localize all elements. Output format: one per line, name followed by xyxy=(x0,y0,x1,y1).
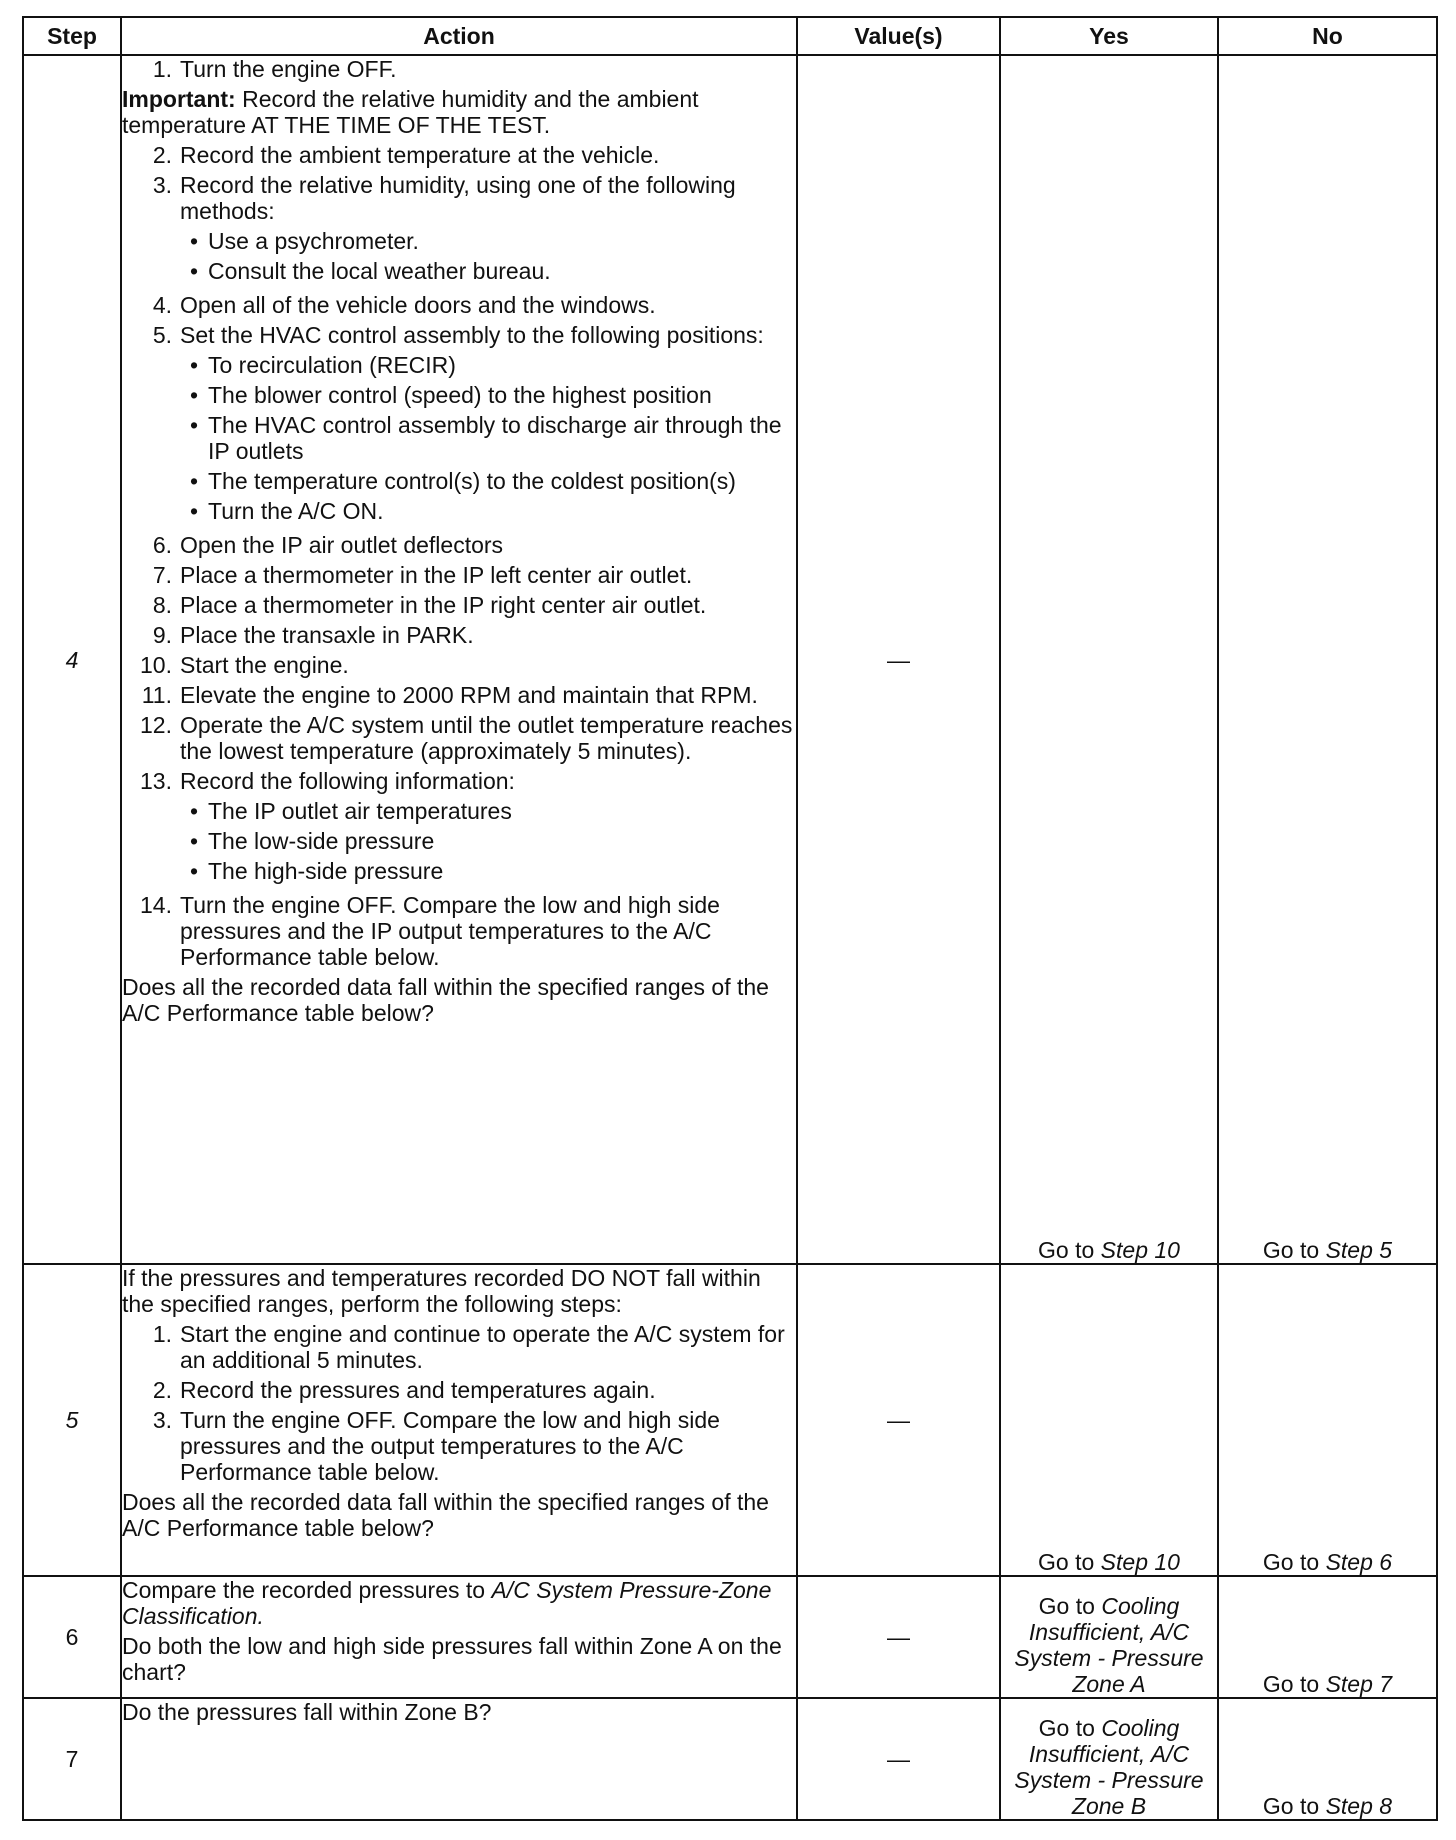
yes-cell[interactable] xyxy=(1000,1698,1218,1820)
list-item: 1. Start the engine and continue to operate the A/C system for an additional 5 minutes. xyxy=(152,1321,785,1373)
header-yes: Yes xyxy=(1000,17,1218,55)
list-item: 13. Record the following information: • The IP outlet air temperatures • The low-side pressure • The high-side pressure xyxy=(122,768,796,888)
yes-cell[interactable] xyxy=(1000,55,1218,1264)
no-cell[interactable] xyxy=(1218,55,1437,1264)
yes-cell[interactable] xyxy=(1000,1264,1218,1576)
intro-text: If the pressures and temperatures recorded DO NOT fall within the specified ranges, perform the following steps: xyxy=(122,1265,761,1317)
bullet-item: • The low-side pressure xyxy=(189,828,435,854)
diagnostic-table xyxy=(22,16,1438,1821)
header-row xyxy=(23,17,1437,55)
header-action: Action xyxy=(121,17,797,55)
header-step: Step xyxy=(23,17,121,55)
no-link[interactable]: Go to Step 8 xyxy=(1262,1793,1393,1819)
step-number: 7 xyxy=(23,1698,121,1820)
important-note: Important: Record the relative humidity and the ambient temperature AT THE TIME OF THE TEST. xyxy=(122,86,699,138)
reference-link[interactable]: A/C System Pressure-Zone Classification. xyxy=(122,1577,772,1629)
question-text: Do the pressures fall within Zone B? xyxy=(122,1699,492,1725)
value-cell: — xyxy=(797,1698,1000,1820)
bullet-item: • The high-side pressure xyxy=(189,858,444,884)
action-cell xyxy=(121,1576,797,1698)
action-cell xyxy=(121,1264,797,1576)
no-link[interactable]: Go to Step 6 xyxy=(1262,1549,1393,1575)
yes-link[interactable]: Go to Step 10 xyxy=(1038,1237,1180,1263)
intro-text: Compare the recorded pressures to A/C System Pressure-Zone Classification. xyxy=(122,1577,772,1629)
step-number: 6 xyxy=(23,1576,121,1698)
list-item: 10. Start the engine. xyxy=(140,652,349,678)
list-item: 6. Open the IP air outlet deflectors xyxy=(152,532,504,558)
list-item: 8. Place a thermometer in the IP right center air outlet. xyxy=(152,592,707,618)
value-cell: — xyxy=(797,1264,1000,1576)
no-cell[interactable] xyxy=(1218,1264,1437,1576)
question-text: Do both the low and high side pressures fall within Zone A on the chart? xyxy=(122,1633,782,1685)
yes-cell[interactable] xyxy=(1000,1576,1218,1698)
yes-link[interactable]: Go to Cooling Insufficient, A/C System - Pressure Zone A xyxy=(1014,1593,1204,1697)
no-cell[interactable] xyxy=(1218,1576,1437,1698)
bullet-item: • Turn the A/C ON. xyxy=(189,498,384,524)
list-item: 5. Set the HVAC control assembly to the following positions: • To recirculation (RECIR) • The blower control (speed) to the highest position • The HVAC control assembly to discharge air through the IP outlets • The temperature control(s) to the coldest position(s) • Turn the A/C ON. xyxy=(122,322,796,528)
bullet-item: • Use a psychrometer. xyxy=(189,228,419,254)
bullet-item: • The temperature control(s) to the coldest position(s) xyxy=(189,468,736,494)
table-row xyxy=(23,1576,1437,1698)
list-item: 3. Record the relative humidity, using one of the following methods: • Use a psychrometer. • Consult the local weather bureau. xyxy=(122,172,796,288)
list-item: 2. Record the pressures and temperatures again. xyxy=(152,1377,656,1403)
question-text: Does all the recorded data fall within the specified ranges of the A/C Performance table below? xyxy=(122,974,769,1026)
step-number: 5 xyxy=(23,1264,121,1576)
value-cell: — xyxy=(797,1576,1000,1698)
table-row xyxy=(23,1698,1437,1820)
bullet-item: • To recirculation (RECIR) xyxy=(189,352,456,378)
action-cell xyxy=(121,1698,797,1820)
no-link[interactable]: Go to Step 7 xyxy=(1262,1671,1393,1697)
list-item: 14. Turn the engine OFF. Compare the low and high side pressures and the IP output temperatures to the A/C Performance table below. xyxy=(140,892,720,970)
list-item: 3. Turn the engine OFF. Compare the low and high side pressures and the output temperatures to the A/C Performance table below. xyxy=(152,1407,720,1485)
no-cell[interactable] xyxy=(1218,1698,1437,1820)
table-row xyxy=(23,55,1437,1264)
step-number: 4 xyxy=(23,55,121,1264)
header-no: No xyxy=(1218,17,1437,55)
bullet-item: • The blower control (speed) to the highest position xyxy=(189,382,712,408)
list-item: 4. Open all of the vehicle doors and the windows. xyxy=(152,292,656,318)
table-row xyxy=(23,1264,1437,1576)
list-item: 11. Elevate the engine to 2000 RPM and maintain that RPM. xyxy=(141,682,758,708)
value-cell: — xyxy=(797,55,1000,1264)
yes-link[interactable]: Go to Step 10 xyxy=(1038,1549,1180,1575)
header-values: Value(s) xyxy=(797,17,1000,55)
list-item: 2. Record the ambient temperature at the vehicle. xyxy=(152,142,660,168)
list-item: 12. Operate the A/C system until the outlet temperature reaches the lowest temperature (approximately 5 minutes). xyxy=(140,712,793,764)
question-text: Does all the recorded data fall within the specified ranges of the A/C Performance table below? xyxy=(122,1489,769,1541)
bullet-item: • The IP outlet air temperatures xyxy=(189,798,512,824)
bullet-item: • The HVAC control assembly to discharge air through the IP outlets xyxy=(189,412,782,464)
yes-link[interactable]: Go to Cooling Insufficient, A/C System - Pressure Zone B xyxy=(1014,1715,1204,1819)
bullet-item: • Consult the local weather bureau. xyxy=(189,258,551,284)
list-item: 9. Place the transaxle in PARK. xyxy=(152,622,474,648)
list-item: 7. Place a thermometer in the IP left center air outlet. xyxy=(152,562,693,588)
no-link[interactable]: Go to Step 5 xyxy=(1262,1237,1393,1263)
list-item: 1. Turn the engine OFF. xyxy=(152,56,397,82)
action-cell xyxy=(121,55,797,1264)
